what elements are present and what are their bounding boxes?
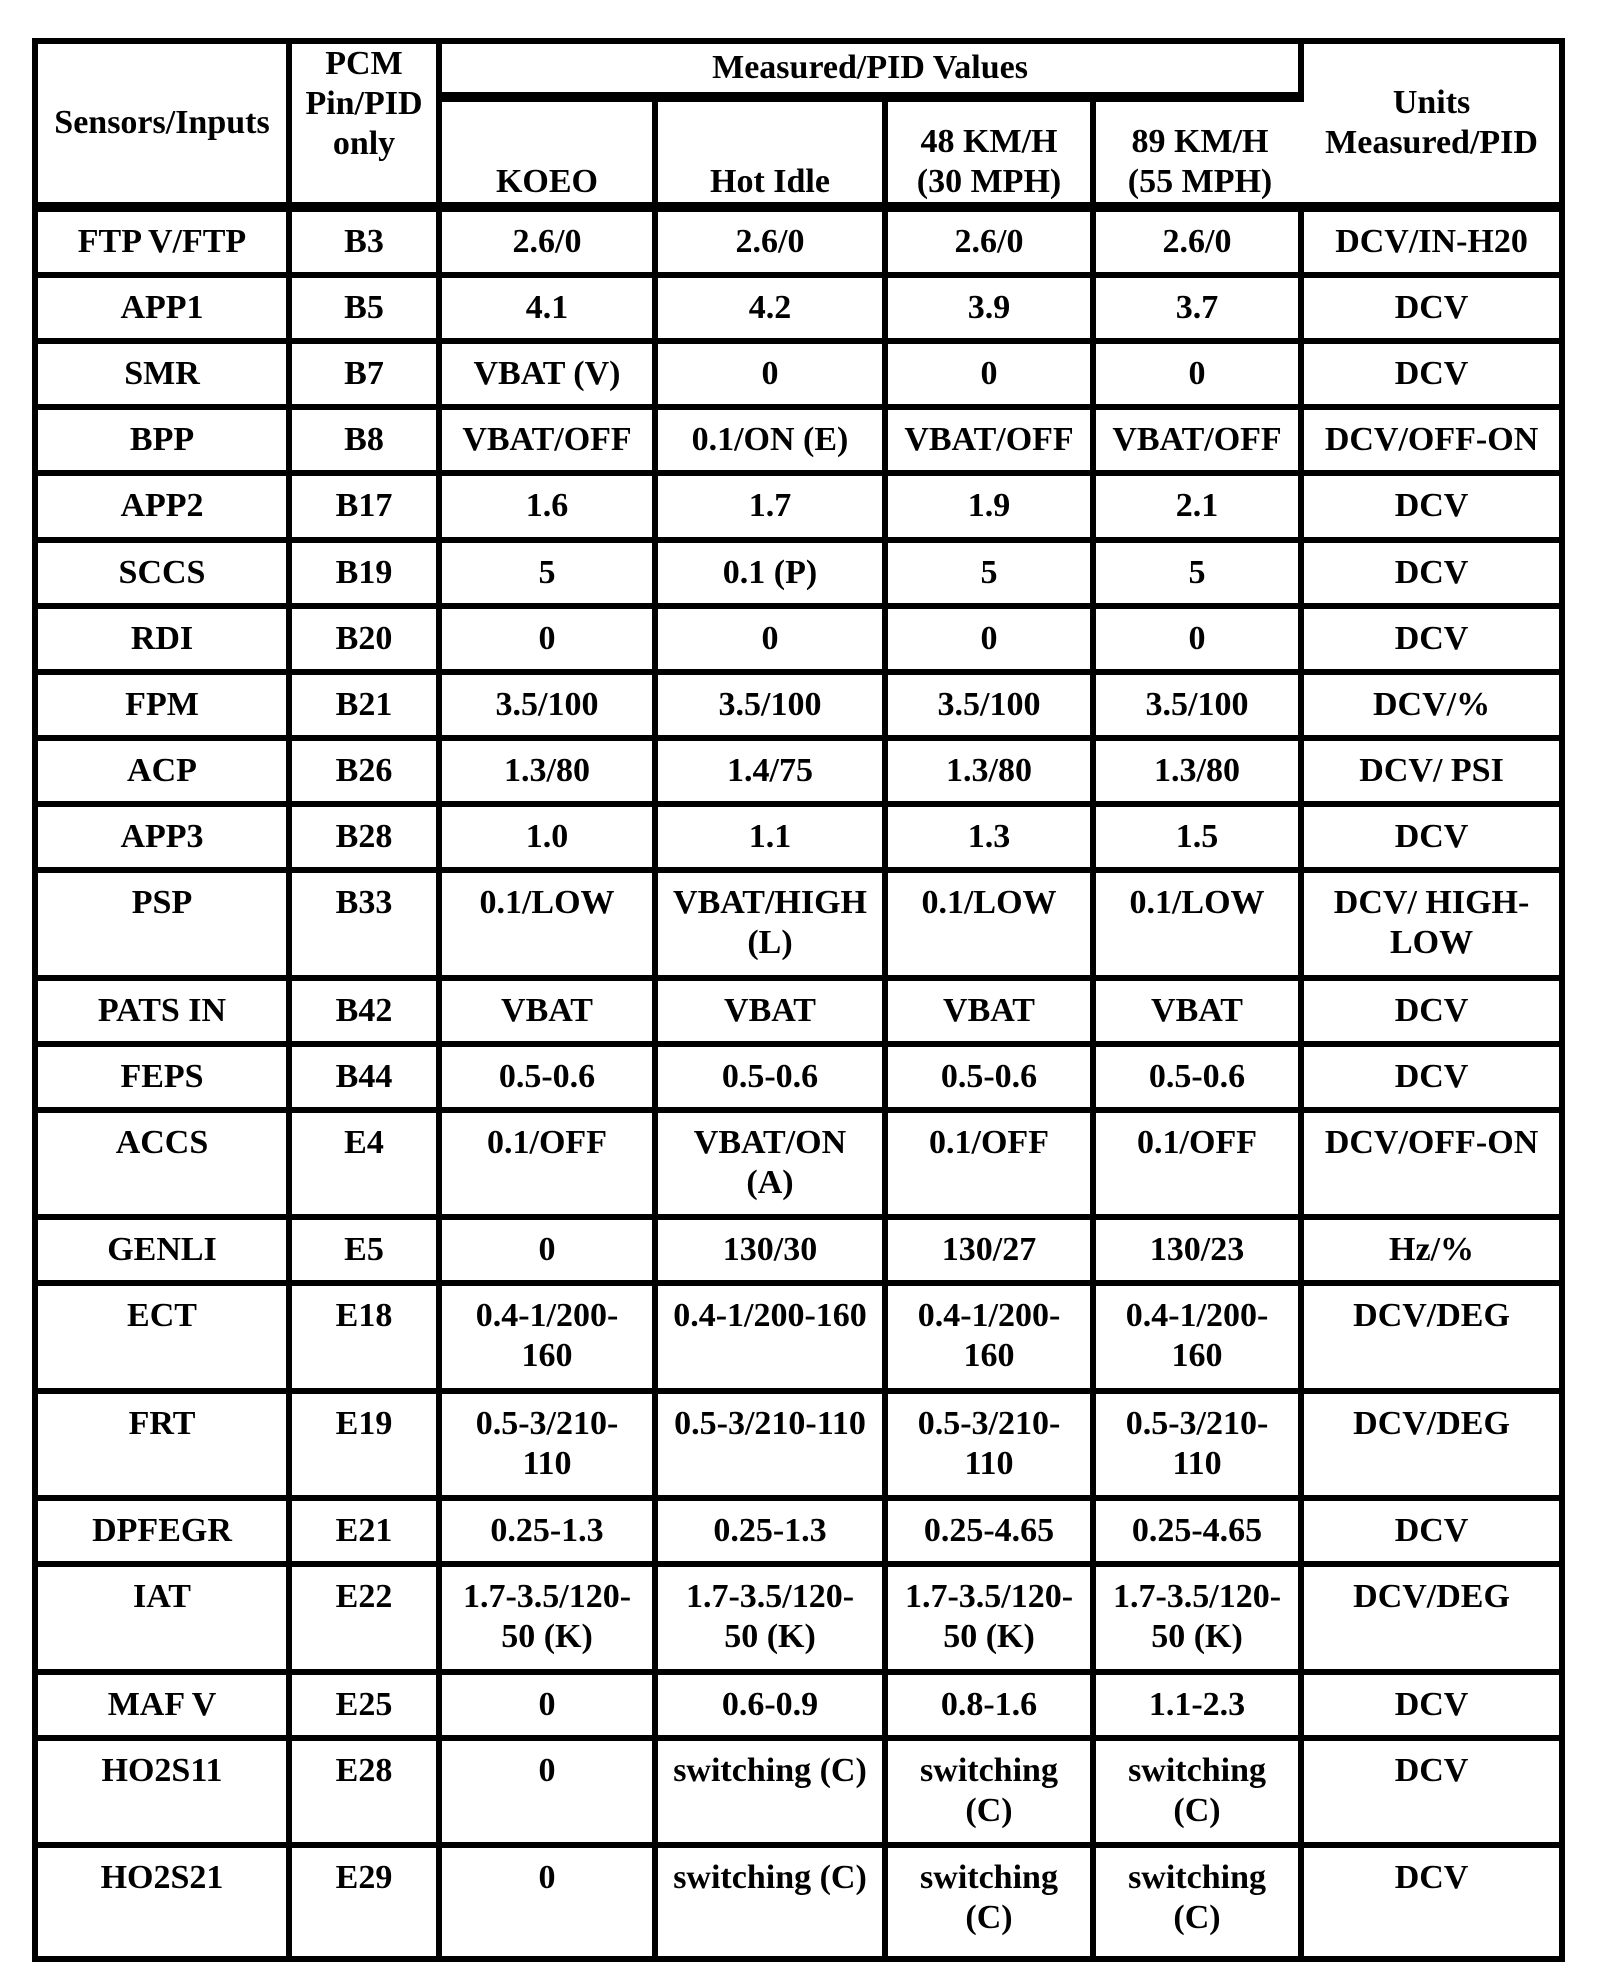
cell-units: DCV [1304, 609, 1559, 675]
cell-pcm-pin: E5 [292, 1220, 442, 1286]
cell-sensor: SCCS [38, 543, 292, 609]
cell-89kmh: 1.7-3.5/120- 50 (K) [1096, 1567, 1304, 1674]
cell-sensor: DPFEGR [38, 1501, 292, 1567]
cell-koeo: 2.6/0 [442, 212, 658, 278]
cell-koeo: 0.1/LOW [442, 873, 658, 980]
header-48kmh: 48 KM/H (30 MPH) [888, 102, 1096, 212]
cell-hot-idle: 1.7-3.5/120- 50 (K) [658, 1567, 888, 1674]
cell-sensor: PSP [38, 873, 292, 980]
table-row [38, 1113, 1559, 1220]
cell-sensor: MAF V [38, 1675, 292, 1741]
table-row [38, 1220, 1559, 1286]
cell-89kmh: 130/23 [1096, 1220, 1304, 1286]
cell-koeo: 5 [442, 543, 658, 609]
cell-pcm-pin: E28 [292, 1741, 442, 1848]
cell-hot-idle: 0 [658, 344, 888, 410]
cell-89kmh: VBAT/OFF [1096, 410, 1304, 476]
cell-48kmh: VBAT/OFF [888, 410, 1096, 476]
cell-units: DCV [1304, 344, 1559, 410]
cell-48kmh: 0.5-3/210- 110 [888, 1394, 1096, 1501]
cell-units: DCV/DEG [1304, 1394, 1559, 1501]
table-row [38, 873, 1559, 980]
table-row [38, 981, 1559, 1047]
cell-hot-idle: switching (C) [658, 1741, 888, 1848]
cell-koeo: 0.1/OFF [442, 1113, 658, 1220]
cell-pcm-pin: B33 [292, 873, 442, 980]
cell-hot-idle: 0.5-0.6 [658, 1047, 888, 1113]
cell-pcm-pin: E18 [292, 1286, 442, 1393]
cell-48kmh: 3.9 [888, 278, 1096, 344]
cell-sensor: RDI [38, 609, 292, 675]
header-89kmh: 89 KM/H (55 MPH) [1096, 102, 1304, 212]
cell-koeo: 1.3/80 [442, 741, 658, 807]
table-row [38, 1501, 1559, 1567]
cell-hot-idle: 4.2 [658, 278, 888, 344]
cell-hot-idle: VBAT/HIGH (L) [658, 873, 888, 980]
cell-sensor: APP3 [38, 807, 292, 873]
table-row [38, 1567, 1559, 1674]
cell-48kmh: switching (C) [888, 1848, 1096, 1956]
cell-units: DCV [1304, 1501, 1559, 1567]
cell-pcm-pin: B21 [292, 675, 442, 741]
cell-pcm-pin: E22 [292, 1567, 442, 1674]
cell-89kmh: 2.1 [1096, 476, 1304, 542]
cell-koeo: 4.1 [442, 278, 658, 344]
table-row [38, 807, 1559, 873]
cell-pcm-pin: B8 [292, 410, 442, 476]
cell-units: DCV/ PSI [1304, 741, 1559, 807]
cell-pcm-pin: E21 [292, 1501, 442, 1567]
table-row [38, 1741, 1559, 1848]
cell-koeo: VBAT/OFF [442, 410, 658, 476]
cell-89kmh: 0 [1096, 609, 1304, 675]
table-row [38, 344, 1559, 410]
cell-units: DCV [1394, 1859, 1469, 1897]
table-row [38, 1394, 1559, 1501]
cell-89kmh: 1.1-2.3 [1096, 1675, 1304, 1741]
cell-48kmh: 130/27 [888, 1220, 1096, 1286]
cell-hot-idle: 0.6-0.9 [658, 1675, 888, 1741]
cell-pcm-pin: B19 [292, 543, 442, 609]
cell-koeo: VBAT (V) [442, 344, 658, 410]
cell-48kmh: 1.3 [888, 807, 1096, 873]
cell-48kmh: 0.25-4.65 [888, 1501, 1096, 1567]
cell-89kmh: 0.25-4.65 [1096, 1501, 1304, 1567]
cell-sensor: IAT [38, 1567, 292, 1674]
cell-units: DCV/IN-H20 [1304, 212, 1559, 278]
cell-48kmh: 1.9 [888, 476, 1096, 542]
cell-pcm-pin: B44 [292, 1047, 442, 1113]
cell-89kmh: 0.4-1/200- 160 [1096, 1286, 1304, 1393]
table-row [38, 476, 1559, 542]
cell-89kmh: 0.1/OFF [1096, 1113, 1304, 1220]
cell-hot-idle: 3.5/100 [658, 675, 888, 741]
cell-pcm-pin: E4 [292, 1113, 442, 1220]
cell-pcm-pin: E19 [292, 1394, 442, 1501]
cell-48kmh: 0.4-1/200- 160 [888, 1286, 1096, 1393]
table-row [38, 741, 1559, 807]
cell-89kmh: 0.5-3/210- 110 [1096, 1394, 1304, 1501]
pid-values-table [38, 44, 1559, 1956]
cell-koeo: 1.6 [442, 476, 658, 542]
table-row [38, 212, 1559, 278]
cell-sensor: PATS IN [38, 981, 292, 1047]
cell-units: DCV/OFF-ON [1304, 410, 1559, 476]
cell-units: DCV [1304, 1047, 1559, 1113]
cell-koeo: 0.4-1/200- 160 [442, 1286, 658, 1393]
cell-48kmh: 0.1/OFF [888, 1113, 1096, 1220]
cell-89kmh: 2.6/0 [1096, 212, 1304, 278]
cell-sensor: FEPS [38, 1047, 292, 1113]
header-pcm-pin: PCM Pin/PID only [292, 44, 442, 212]
cell-units: DCV/OFF-ON [1304, 1113, 1559, 1220]
cell-89kmh: 0 [1096, 344, 1304, 410]
cell-koeo: 1.7-3.5/120- 50 (K) [442, 1567, 658, 1674]
cell-koeo: 0.5-0.6 [442, 1047, 658, 1113]
cell-48kmh: 0.8-1.6 [888, 1675, 1096, 1741]
cell-pcm-pin: B3 [292, 212, 442, 278]
cell-48kmh: 2.6/0 [888, 212, 1096, 278]
cell-pcm-pin: E25 [292, 1675, 442, 1741]
cell-pcm-pin: B7 [292, 344, 442, 410]
cell-sensor: ACP [38, 741, 292, 807]
cell-units: DCV [1304, 1675, 1559, 1741]
cell-units: DCV [1304, 543, 1559, 609]
cell-hot-idle: 0.1 (P) [658, 543, 888, 609]
cell-koeo: 0 [442, 1220, 658, 1286]
cell-89kmh: 1.5 [1096, 807, 1304, 873]
cell-pcm-pin: B17 [292, 476, 442, 542]
cell-hot-idle: VBAT [658, 981, 888, 1047]
cell-sensor: BPP [38, 410, 292, 476]
cell-89kmh: 0.1/LOW [1096, 873, 1304, 980]
cell-48kmh: 3.5/100 [888, 675, 1096, 741]
cell-pcm-pin: B28 [292, 807, 442, 873]
cell-48kmh: 1.7-3.5/120- 50 (K) [888, 1567, 1096, 1674]
cell-hot-idle: 0 [658, 609, 888, 675]
table-row [38, 278, 1559, 344]
cell-sensor: SMR [38, 344, 292, 410]
cell-hot-idle: switching (C) [658, 1848, 888, 1956]
cell-units: DCV/% [1304, 675, 1559, 741]
cell-hot-idle: VBAT/ON (A) [658, 1113, 888, 1220]
cell-sensor: FRT [38, 1394, 292, 1501]
cell-units: DCV [1304, 807, 1559, 873]
cell-48kmh: 0.1/LOW [888, 873, 1096, 980]
cell-units: DCV [1304, 278, 1559, 344]
cell-units: DCV [1304, 476, 1559, 542]
cell-89kmh: 3.7 [1096, 278, 1304, 344]
header-units: Units Measured/PID [1304, 44, 1559, 212]
cell-koeo: 0.25-1.3 [442, 1501, 658, 1567]
cell-units: Hz/% [1304, 1220, 1559, 1286]
cell-sensor: HO2S11 [38, 1741, 292, 1848]
cell-48kmh: switching (C) [888, 1741, 1096, 1848]
table-row [38, 675, 1559, 741]
cell-units: DCV/DEG [1304, 1567, 1559, 1674]
cell-pcm-pin: B42 [292, 981, 442, 1047]
cell-sensor: HO2S21 [38, 1848, 292, 1956]
cell-units: DCV/DEG [1304, 1286, 1559, 1393]
table-row [38, 1047, 1559, 1113]
header-hot-idle: Hot Idle [658, 102, 888, 212]
cell-koeo: 0 [442, 609, 658, 675]
cell-sensor: ECT [38, 1286, 292, 1393]
cell-89kmh: switching (C) [1096, 1848, 1304, 1956]
cell-sensor: FPM [38, 675, 292, 741]
cell-koeo: 0 [442, 1741, 658, 1848]
cell-89kmh: 0.5-0.6 [1096, 1047, 1304, 1113]
cell-hot-idle: 2.6/0 [658, 212, 888, 278]
table-row [38, 410, 1559, 476]
cell-koeo: 0.5-3/210- 110 [442, 1394, 658, 1501]
cell-koeo: 0 [442, 1675, 658, 1741]
cell-koeo: 0 [442, 1848, 658, 1956]
cell-hot-idle: 0.5-3/210-110 [658, 1394, 888, 1501]
cell-89kmh: 1.3/80 [1096, 741, 1304, 807]
header-sensors-inputs: Sensors/Inputs [38, 44, 292, 212]
cell-hot-idle: 0.1/ON (E) [658, 410, 888, 476]
cell-48kmh: 1.3/80 [888, 741, 1096, 807]
cell-89kmh: 3.5/100 [1096, 675, 1304, 741]
cell-koeo: VBAT [442, 981, 658, 1047]
table-row [38, 1848, 1559, 1956]
cell-pcm-pin: B5 [292, 278, 442, 344]
cell-koeo: 3.5/100 [442, 675, 658, 741]
cell-89kmh: VBAT [1096, 981, 1304, 1047]
cell-48kmh: 0 [888, 609, 1096, 675]
cell-48kmh: 0 [888, 344, 1096, 410]
cell-koeo: 1.0 [442, 807, 658, 873]
cell-units: DCV [1304, 1741, 1559, 1848]
cell-hot-idle: 0.4-1/200-160 [658, 1286, 888, 1393]
pid-values-table-frame [32, 38, 1565, 1962]
table-body [38, 212, 1559, 1956]
header-measured-pid-values: Measured/PID Values [442, 44, 1304, 102]
header-koeo: KOEO [442, 102, 658, 212]
cell-sensor: GENLI [38, 1220, 292, 1286]
cell-hot-idle: 130/30 [658, 1220, 888, 1286]
cell-48kmh: 0.5-0.6 [888, 1047, 1096, 1113]
cell-48kmh: VBAT [888, 981, 1096, 1047]
table-row [38, 1675, 1559, 1741]
cell-units: DCV [1304, 981, 1559, 1047]
cell-hot-idle: 1.1 [658, 807, 888, 873]
cell-pcm-pin: B26 [292, 741, 442, 807]
cell-sensor: ACCS [38, 1113, 292, 1220]
cell-units: DCV/ HIGH- LOW [1304, 873, 1559, 980]
table-row [38, 1286, 1559, 1393]
table-row [38, 543, 1559, 609]
cell-hot-idle: 0.25-1.3 [658, 1501, 888, 1567]
cell-89kmh: 5 [1096, 543, 1304, 609]
cell-pcm-pin: B20 [292, 609, 442, 675]
cell-pcm-pin: E29 [292, 1848, 442, 1956]
cell-hot-idle: 1.7 [658, 476, 888, 542]
cell-48kmh: 5 [888, 543, 1096, 609]
cell-hot-idle: 1.4/75 [658, 741, 888, 807]
cell-sensor: APP2 [38, 476, 292, 542]
cell-89kmh: switching (C) [1096, 1741, 1304, 1848]
table-row [38, 609, 1559, 675]
cell-sensor: APP1 [38, 278, 292, 344]
cell-sensor: FTP V/FTP [38, 212, 292, 278]
